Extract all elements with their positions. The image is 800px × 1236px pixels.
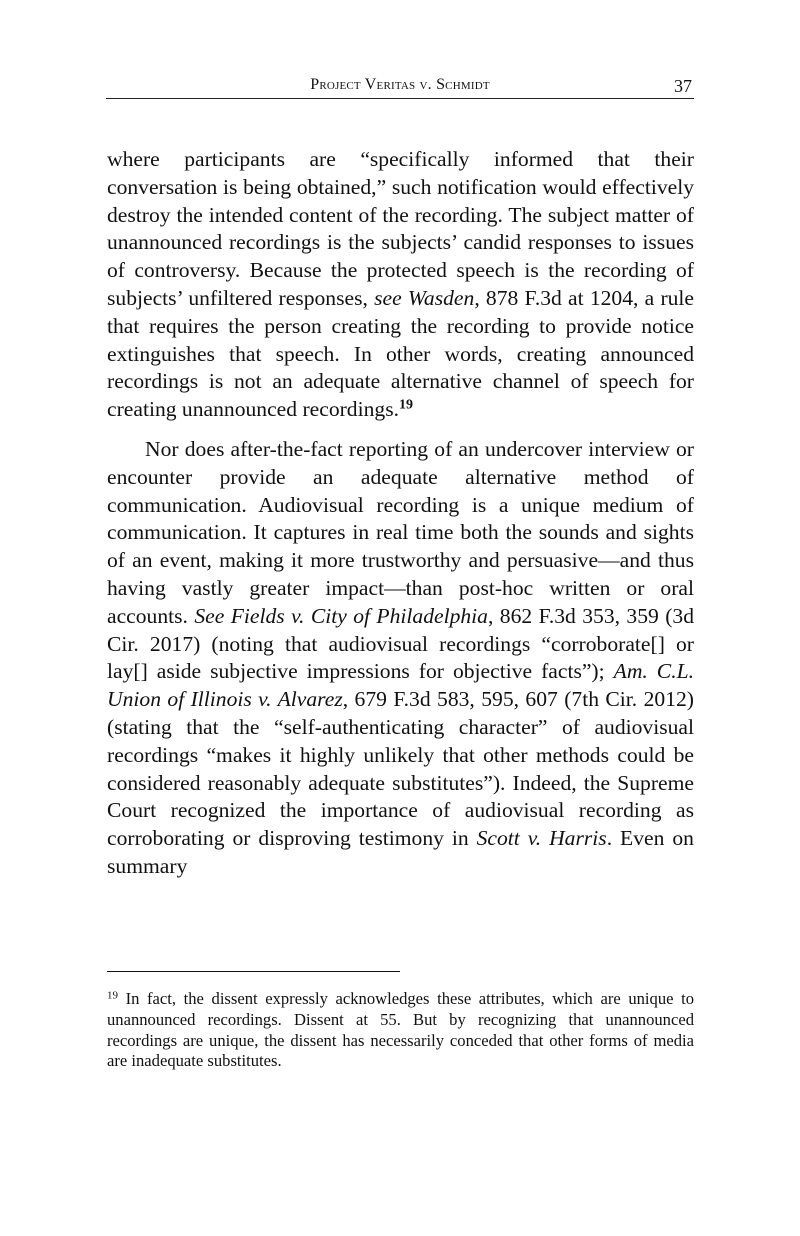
running-title: Project Veritas v. Schmidt	[310, 76, 490, 93]
page-number: 37	[674, 76, 692, 96]
opinion-body	[107, 146, 694, 881]
case-citation-scott: Scott v. Harris	[476, 826, 607, 851]
case-citation-fields: See Fields v. City of Philadelphia	[194, 603, 488, 628]
footnote-19	[107, 989, 694, 1072]
case-citation-alvarez: Am. C.L. Union of Illinois v. Alvarez	[107, 659, 695, 712]
case-citation-wasden: see Wasden	[374, 285, 475, 310]
footnote-text: In fact, the dissent expressly acknowledges these attributes, which are unique to unannounced recordings. Dissent at 55. But by recognizing that unannounced recordings are unique, the dissent has necessarily conceded that other forms of media are inadequate substitutes.	[107, 989, 694, 1071]
paragraph-1: where participants are “specifically informed that their conversation is being obtained,” such notification would effectively destroy the intended content of the recording. The subject matter of unannounced recordings is the subjects’ candid responses to issues of controversy. Because the protected speech is the recording of subjects’ unfiltered responses, see Wasden, 878 F.3d at 1204, a rule that requires the person creating the recording to provide notice extinguishes that speech. In other words, creating announced recordings is not an adequate alternative channel of speech for creating unannounced recordings.$^{19}$	[107, 147, 695, 422]
footnote-reference-19[interactable]: 19	[399, 397, 414, 413]
footnote-number: 19	[107, 989, 118, 1002]
footnote-divider	[107, 971, 400, 972]
paragraph-2: Nor does after-the-fact reporting of an undercover interview or encounter provide an adequate alternative method of communication. Audiovisual recording is a unique medium of communication. It captures in real time both the sounds and sights of an event, making it more trustworthy and persuasive—and thus having vastly greater impact—than post-hoc written or oral accounts. See Fields v. City of Philadelphia, 862 F.3d 353, 359 (3d Cir. 2017) (noting that audiovisual recordings “corroborate[] or lay[] aside subjective impressions for objective facts”); Am. C.L. Union of Illinois v. Alvarez, 679 F.3d 583, 595, 607 (7th Cir. 2012) (stating that the “self-authenticating character” of audiovisual recordings “makes it highly unlikely that other methods could be considered reasonably adequate substitutes”). Indeed, the Supreme Court recognized the importance of audiovisual recording as corroborating or disproving testimony in Scott v. Harris. Even on summary	[107, 436, 695, 878]
running-header	[106, 76, 694, 99]
